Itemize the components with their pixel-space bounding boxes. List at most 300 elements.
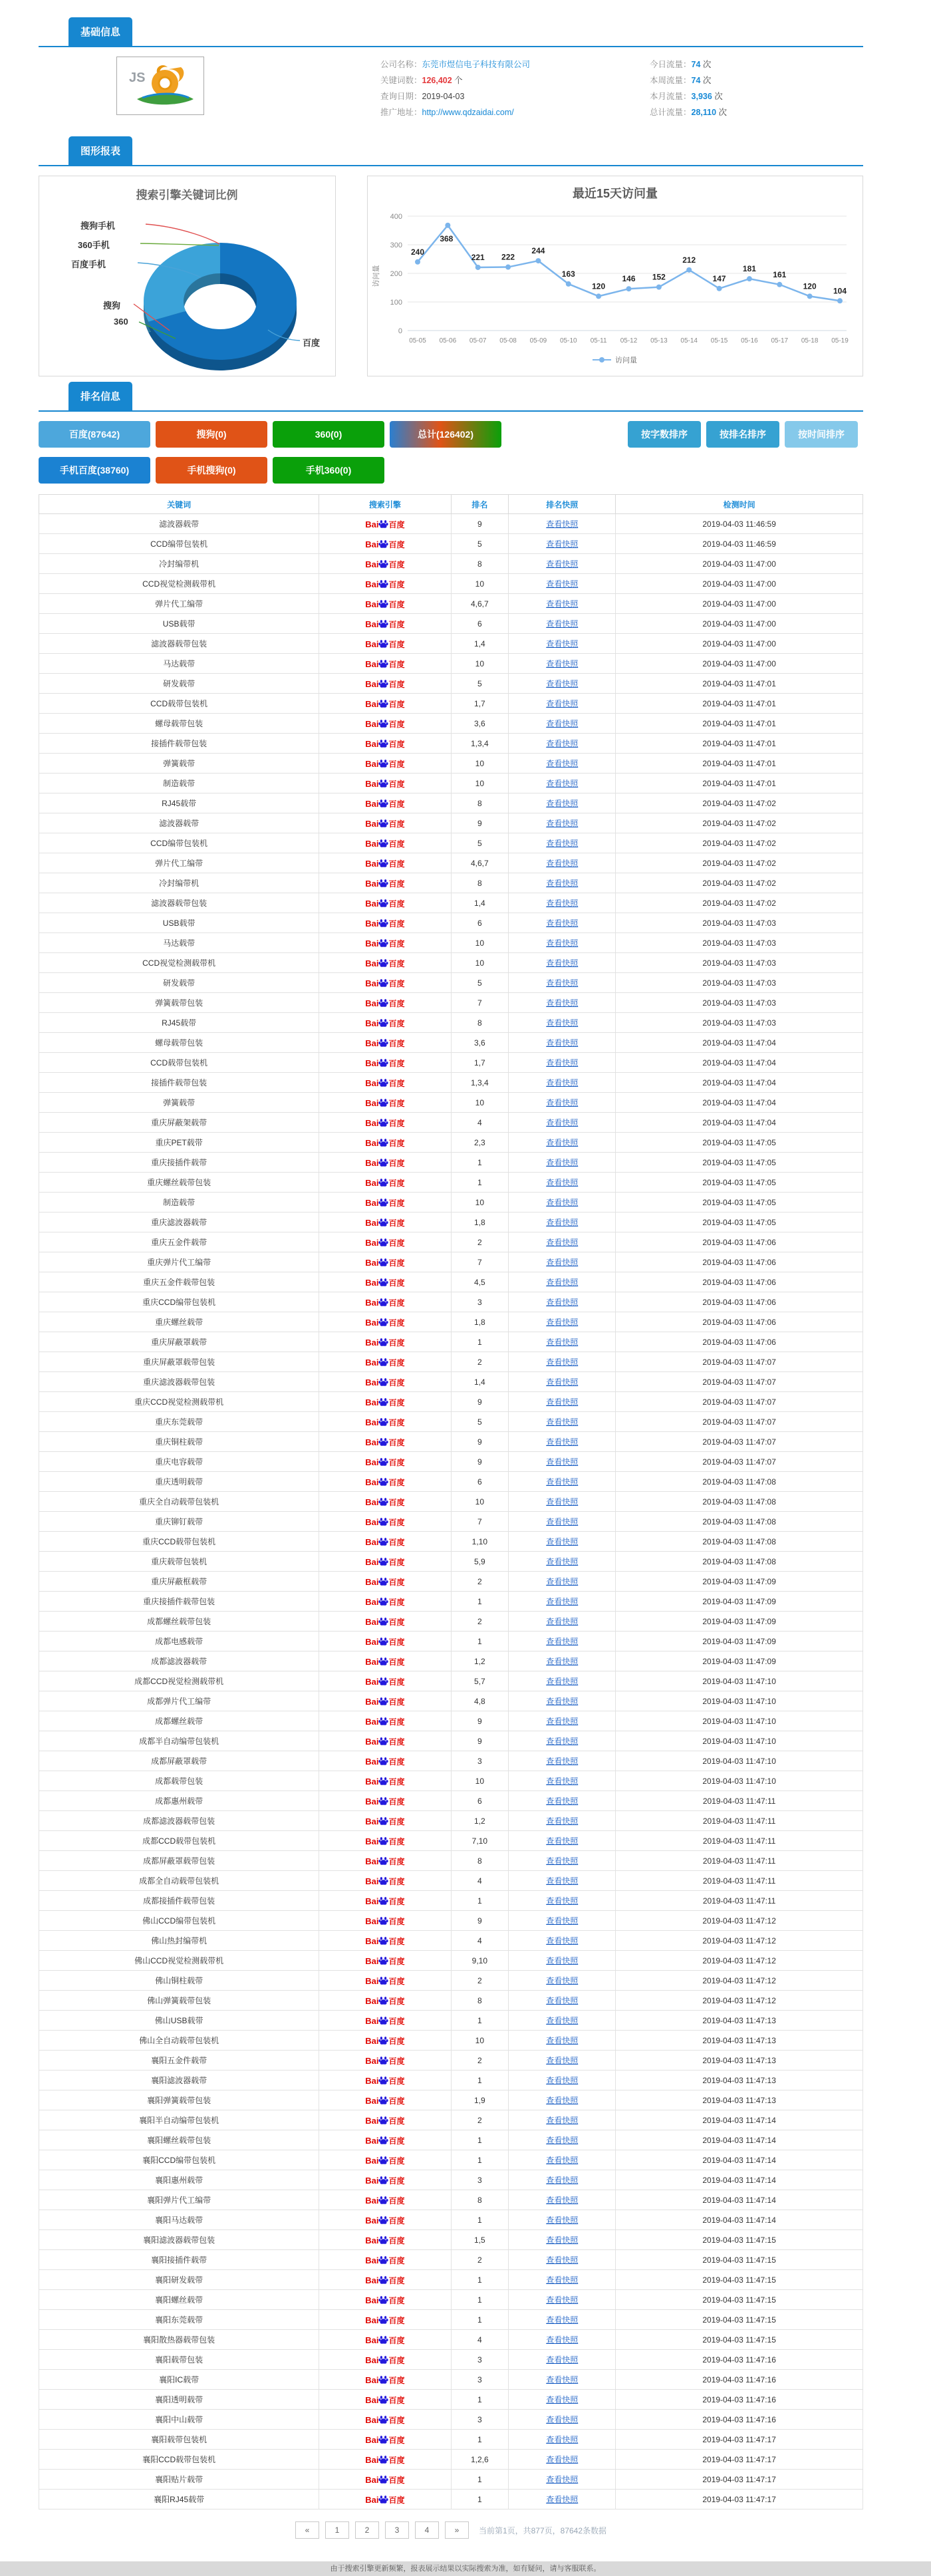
- table-row: [39, 734, 863, 754]
- snapshot-link[interactable]: 查看快照: [546, 1757, 579, 1766]
- baidu-logo-cn: 百度: [388, 579, 405, 589]
- snapshot-link[interactable]: 查看快照: [546, 1417, 579, 1427]
- snapshot-link[interactable]: 查看快照: [546, 1397, 579, 1407]
- rank-cell: 1,8: [451, 1312, 509, 1332]
- engine-cell: [319, 554, 451, 574]
- column-header: 检测时间: [616, 495, 863, 514]
- page-button-1[interactable]: 1: [325, 2521, 349, 2539]
- snapshot-link[interactable]: 查看快照: [546, 1637, 579, 1646]
- snapshot-link[interactable]: 查看快照: [546, 1018, 579, 1028]
- snapshot-link[interactable]: 查看快照: [546, 1617, 579, 1626]
- keyword-cell: 成都载带包装: [39, 1771, 319, 1791]
- baidu-logo-cn: 百度: [388, 1477, 405, 1487]
- baidu-logo-cn: 百度: [388, 1018, 405, 1028]
- engine-cell: [319, 754, 451, 774]
- data-point[interactable]: [686, 267, 692, 273]
- time-cell: 2019-04-03 11:47:02: [616, 893, 863, 913]
- time-cell: 2019-04-03 11:47:08: [616, 1552, 863, 1572]
- page-button-»[interactable]: »: [445, 2521, 469, 2539]
- baidu-logo: [365, 958, 404, 968]
- snapshot-link[interactable]: 查看快照: [546, 1737, 579, 1746]
- snapshot-cell: [509, 1452, 616, 1472]
- x-tick-label: 05-07: [469, 337, 487, 345]
- engine-cell: [319, 1432, 451, 1452]
- baidu-logo-latin: Bai: [365, 1756, 379, 1767]
- rank-cell: 9,10: [451, 1951, 509, 1971]
- baidu-logo-latin: Bai: [365, 1077, 379, 1088]
- sort-button-1[interactable]: 按排名排序: [706, 421, 779, 448]
- rank-cell: 10: [451, 1093, 509, 1113]
- keyword-cell: 襄阳弹片代工编带: [39, 2190, 319, 2210]
- table-row: [39, 1372, 863, 1392]
- engine-cell: [319, 1232, 451, 1252]
- time-cell: 2019-04-03 11:47:09: [616, 1612, 863, 1632]
- table-row: [39, 554, 863, 574]
- info-value: 74: [691, 60, 701, 69]
- snapshot-link[interactable]: 查看快照: [546, 1457, 579, 1467]
- snapshot-link[interactable]: 查看快照: [546, 1976, 579, 1985]
- snapshot-link[interactable]: 查看快照: [546, 958, 579, 968]
- snapshot-link[interactable]: 查看快照: [546, 2076, 579, 2085]
- snapshot-link[interactable]: 查看快照: [546, 2355, 579, 2364]
- table-row: [39, 1432, 863, 1452]
- info-label: 公司名称：: [380, 60, 422, 69]
- time-cell: 2019-04-03 11:47:06: [616, 1252, 863, 1272]
- snapshot-cell: [509, 1831, 616, 1851]
- snapshot-link[interactable]: 查看快照: [546, 1537, 579, 1546]
- table-row: [39, 973, 863, 993]
- snapshot-link[interactable]: 查看快照: [546, 1138, 579, 1147]
- engine-filter-bar: [39, 421, 863, 448]
- snapshot-link[interactable]: 查看快照: [546, 2016, 579, 2025]
- table-row: [39, 893, 863, 913]
- baidu-paw-icon: [378, 838, 388, 848]
- filter-button-1[interactable]: 搜狗(0): [156, 421, 267, 448]
- data-point-label: 244: [531, 246, 545, 256]
- page-button-«[interactable]: «: [295, 2521, 319, 2539]
- baidu-paw-icon: [378, 1317, 388, 1327]
- data-point[interactable]: [505, 265, 511, 270]
- x-tick-label: 05-17: [771, 337, 789, 345]
- baidu-paw-icon: [378, 1357, 388, 1367]
- snapshot-link[interactable]: 查看快照: [546, 1298, 579, 1307]
- rank-cell: 8: [451, 873, 509, 893]
- baidu-logo-latin: Bai: [365, 1497, 379, 1507]
- snapshot-link[interactable]: 查看快照: [546, 1497, 579, 1506]
- snapshot-link[interactable]: 查看快照: [546, 1777, 579, 1786]
- snapshot-link[interactable]: 查看快照: [546, 2116, 579, 2125]
- table-row: [39, 514, 863, 534]
- baidu-logo-latin: Bai: [365, 1457, 379, 1467]
- data-point[interactable]: [566, 281, 571, 287]
- rank-cell: 8: [451, 793, 509, 813]
- snapshot-link[interactable]: 查看快照: [546, 1098, 579, 1107]
- baidu-logo: [365, 698, 404, 708]
- sort-button-0[interactable]: 按字数排序: [628, 421, 701, 448]
- table-row: [39, 1232, 863, 1252]
- engine-cell: [319, 1372, 451, 1392]
- baidu-logo-cn: 百度: [388, 2355, 405, 2365]
- snapshot-link[interactable]: 查看快照: [546, 2235, 579, 2245]
- rank-cell: 10: [451, 1492, 509, 1512]
- baidu-logo-cn: 百度: [388, 1717, 405, 1727]
- snapshot-cell: [509, 2110, 616, 2130]
- table-row: [39, 714, 863, 734]
- data-point[interactable]: [656, 285, 662, 290]
- snapshot-cell: [509, 2210, 616, 2230]
- snapshot-cell: [509, 2270, 616, 2290]
- engine-cell: [319, 1073, 451, 1093]
- data-point[interactable]: [445, 223, 450, 228]
- snapshot-link[interactable]: 查看快照: [546, 2216, 579, 2225]
- rank-cell: 10: [451, 933, 509, 953]
- rank-cell: 5: [451, 674, 509, 694]
- time-cell: 2019-04-03 11:47:02: [616, 833, 863, 853]
- data-point[interactable]: [807, 293, 813, 299]
- snapshot-link[interactable]: 查看快照: [546, 2176, 579, 2185]
- rank-cell: 1,5: [451, 2230, 509, 2250]
- data-point[interactable]: [717, 286, 722, 291]
- baidu-paw-icon: [378, 738, 388, 748]
- table-row: [39, 2031, 863, 2051]
- snapshot-link[interactable]: 查看快照: [546, 1278, 579, 1287]
- data-point[interactable]: [626, 286, 632, 291]
- snapshot-link[interactable]: 查看快照: [546, 619, 579, 629]
- pie-label-百度手机: 百度手机: [71, 259, 106, 269]
- snapshot-link[interactable]: 查看快照: [546, 1437, 579, 1447]
- baidu-logo-latin: Bai: [365, 1636, 379, 1647]
- info-row: [650, 72, 919, 88]
- snapshot-link[interactable]: 查看快照: [546, 2056, 579, 2065]
- baidu-logo-latin: Bai: [365, 2315, 379, 2325]
- engine-cell: [319, 1013, 451, 1033]
- baidu-paw-icon: [378, 898, 388, 908]
- snapshot-link[interactable]: 查看快照: [546, 938, 579, 948]
- engine-cell: [319, 1412, 451, 1432]
- column-header: 搜索引擎: [319, 495, 451, 514]
- data-point[interactable]: [415, 259, 420, 265]
- info-value: 28,110: [691, 108, 717, 117]
- keyword-cell: 螺母载带包装: [39, 1033, 319, 1053]
- snapshot-link[interactable]: 查看快照: [546, 1218, 579, 1227]
- rank-cell: 7: [451, 993, 509, 1013]
- snapshot-link[interactable]: 查看快照: [546, 1557, 579, 1566]
- snapshot-link[interactable]: 查看快照: [546, 1577, 579, 1586]
- table-header-row: [39, 495, 863, 514]
- baidu-paw-icon: [378, 1417, 388, 1427]
- baidu-logo-cn: 百度: [388, 659, 405, 669]
- baidu-logo-latin: Bai: [365, 898, 379, 909]
- baidu-paw-icon: [378, 1397, 388, 1407]
- tab-charts[interactable]: 图形报表: [68, 136, 132, 165]
- promo-url-link[interactable]: http://www.qdzaidai.com/: [422, 108, 514, 117]
- engine-cell: [319, 594, 451, 614]
- snapshot-link[interactable]: 查看快照: [546, 1916, 579, 1926]
- baidu-logo-latin: Bai: [365, 838, 379, 849]
- snapshot-link[interactable]: 查看快照: [546, 739, 579, 748]
- snapshot-link[interactable]: 查看快照: [546, 1896, 579, 1906]
- baidu-logo: [365, 1217, 404, 1227]
- snapshot-link[interactable]: 查看快照: [546, 879, 579, 888]
- baidu-logo-cn: 百度: [388, 1198, 405, 1208]
- baidu-logo-cn: 百度: [388, 2076, 405, 2086]
- baidu-logo-latin: Bai: [365, 1177, 379, 1188]
- snapshot-cell: [509, 714, 616, 734]
- baidu-paw-icon: [378, 1536, 388, 1546]
- filter-button-2[interactable]: 360(0): [273, 421, 384, 448]
- baidu-paw-icon: [378, 1816, 388, 1826]
- snapshot-link[interactable]: 查看快照: [546, 2395, 579, 2404]
- snapshot-link[interactable]: 查看快照: [546, 2335, 579, 2345]
- rank-cell: 2: [451, 1232, 509, 1252]
- snapshot-cell: [509, 1113, 616, 1133]
- snapshot-link[interactable]: 查看快照: [546, 899, 579, 908]
- snapshot-link[interactable]: 查看快照: [546, 2096, 579, 2105]
- snapshot-link[interactable]: 查看快照: [546, 1377, 579, 1387]
- baidu-logo: [365, 1716, 404, 1726]
- table-row: [39, 1093, 863, 1113]
- snapshot-link[interactable]: 查看快照: [546, 539, 579, 549]
- baidu-logo-latin: Bai: [365, 1656, 379, 1667]
- snapshot-link[interactable]: 查看快照: [546, 1796, 579, 1806]
- mobile-filter-button-0[interactable]: 手机百度(38760): [39, 457, 150, 484]
- snapshot-link[interactable]: 查看快照: [546, 2136, 579, 2145]
- engine-cell: [319, 913, 451, 933]
- page-button-2[interactable]: 2: [355, 2521, 379, 2539]
- snapshot-cell: [509, 2450, 616, 2470]
- snapshot-link[interactable]: 查看快照: [546, 699, 579, 708]
- snapshot-link[interactable]: 查看快照: [546, 679, 579, 688]
- time-cell: 2019-04-03 11:47:15: [616, 2330, 863, 2350]
- snapshot-link[interactable]: 查看快照: [546, 1198, 579, 1207]
- snapshot-link[interactable]: 查看快照: [546, 759, 579, 768]
- time-cell: 2019-04-03 11:47:07: [616, 1452, 863, 1472]
- snapshot-link[interactable]: 查看快照: [546, 1856, 579, 1866]
- filter-button-0[interactable]: 百度(87642): [39, 421, 150, 448]
- snapshot-link[interactable]: 查看快照: [546, 1876, 579, 1886]
- rank-cell: 1,2: [451, 1811, 509, 1831]
- baidu-logo-cn: 百度: [388, 2056, 405, 2066]
- filter-button-3[interactable]: 总计(126402): [390, 421, 501, 448]
- table-row: [39, 1412, 863, 1432]
- snapshot-link[interactable]: 查看快照: [546, 1956, 579, 1965]
- time-cell: 2019-04-03 11:47:00: [616, 574, 863, 594]
- engine-cell: [319, 1532, 451, 1552]
- baidu-logo-latin: Bai: [365, 1736, 379, 1747]
- snapshot-cell: [509, 1372, 616, 1392]
- baidu-logo-latin: Bai: [365, 2295, 379, 2305]
- baidu-logo: [365, 1437, 404, 1447]
- snapshot-link[interactable]: 查看快照: [546, 659, 579, 668]
- snapshot-link[interactable]: 查看快照: [546, 978, 579, 988]
- baidu-logo-latin: Bai: [365, 1596, 379, 1607]
- info-value: 2019-04-03: [422, 92, 465, 101]
- time-cell: 2019-04-03 11:47:14: [616, 2130, 863, 2150]
- table-row: [39, 574, 863, 594]
- snapshot-link[interactable]: 查看快照: [546, 1816, 579, 1826]
- baidu-logo-cn: 百度: [388, 1098, 405, 1108]
- snapshot-link[interactable]: 查看快照: [546, 559, 579, 569]
- y-tick-label: 200: [390, 270, 402, 278]
- baidu-logo-cn: 百度: [388, 1777, 405, 1787]
- keyword-cell: 襄阳滤波器载带包装: [39, 2230, 319, 2250]
- table-row: [39, 2011, 863, 2031]
- engine-cell: [319, 2130, 451, 2150]
- baidu-logo-latin: Bai: [365, 1556, 379, 1567]
- baidu-logo-latin: Bai: [365, 1576, 379, 1587]
- snapshot-link[interactable]: 查看快照: [546, 2475, 579, 2484]
- snapshot-cell: [509, 1133, 616, 1153]
- mobile-filter-button-1[interactable]: 手机搜狗(0): [156, 457, 267, 484]
- snapshot-link[interactable]: 查看快照: [546, 2295, 579, 2305]
- rank-cell: 1: [451, 2071, 509, 2090]
- data-point[interactable]: [747, 276, 752, 281]
- snapshot-link[interactable]: 查看快照: [546, 998, 579, 1008]
- snapshot-link[interactable]: 查看快照: [546, 1058, 579, 1068]
- snapshot-link[interactable]: 查看快照: [546, 599, 579, 609]
- snapshot-link[interactable]: 查看快照: [546, 2036, 579, 2045]
- engine-cell: [319, 774, 451, 793]
- tab-ranking[interactable]: 排名信息: [68, 382, 132, 410]
- sort-button-2[interactable]: 按时间排序: [785, 421, 858, 448]
- column-header: 排名快照: [509, 495, 616, 514]
- engine-cell: [319, 813, 451, 833]
- snapshot-link[interactable]: 查看快照: [546, 839, 579, 848]
- baidu-logo-latin: Bai: [365, 978, 379, 988]
- baidu-logo: [365, 599, 404, 609]
- engine-cell: [319, 993, 451, 1013]
- snapshot-link[interactable]: 查看快照: [546, 1717, 579, 1726]
- keyword-cell: 成都滤波器载带包装: [39, 1811, 319, 1831]
- table-row: [39, 953, 863, 973]
- rank-cell: 6: [451, 913, 509, 933]
- time-cell: 2019-04-03 11:47:15: [616, 2310, 863, 2330]
- baidu-logo: [365, 978, 404, 988]
- page-button-3[interactable]: 3: [385, 2521, 409, 2539]
- snapshot-link[interactable]: 查看快照: [546, 1258, 579, 1267]
- baidu-logo: [365, 1417, 404, 1427]
- time-cell: 2019-04-03 11:47:09: [616, 1592, 863, 1612]
- keyword-cell: 滤波器载带包装: [39, 634, 319, 654]
- keyword-cell: 佛山USB载带: [39, 2011, 319, 2031]
- snapshot-link[interactable]: 查看快照: [546, 2156, 579, 2165]
- company-logo: [116, 57, 204, 115]
- snapshot-link[interactable]: 查看快照: [546, 1038, 579, 1048]
- snapshot-link[interactable]: 查看快照: [546, 2435, 579, 2444]
- snapshot-link[interactable]: 查看快照: [546, 1597, 579, 1606]
- keyword-cell: 襄阳散热器载带包装: [39, 2330, 319, 2350]
- baidu-logo-latin: Bai: [365, 2215, 379, 2225]
- snapshot-link[interactable]: 查看快照: [546, 1338, 579, 1347]
- data-point[interactable]: [777, 282, 782, 287]
- snapshot-link[interactable]: 查看快照: [546, 1996, 579, 2005]
- keyword-cell: 重庆CCD编带包装机: [39, 1292, 319, 1312]
- snapshot-link[interactable]: 查看快照: [546, 2455, 579, 2464]
- data-point[interactable]: [596, 293, 601, 299]
- snapshot-link[interactable]: 查看快照: [546, 1178, 579, 1187]
- snapshot-link[interactable]: 查看快照: [546, 719, 579, 728]
- snapshot-link[interactable]: 查看快照: [546, 779, 579, 788]
- snapshot-link[interactable]: 查看快照: [546, 519, 579, 529]
- snapshot-link[interactable]: 查看快照: [546, 2255, 579, 2265]
- time-cell: 2019-04-03 11:47:14: [616, 2190, 863, 2210]
- time-cell: 2019-04-03 11:47:13: [616, 2011, 863, 2031]
- snapshot-cell: [509, 534, 616, 554]
- baidu-logo-cn: 百度: [388, 2335, 405, 2345]
- snapshot-link[interactable]: 查看快照: [546, 2315, 579, 2325]
- rank-cell: 3: [451, 2410, 509, 2430]
- snapshot-link[interactable]: 查看快照: [546, 1118, 579, 1127]
- snapshot-link[interactable]: 查看快照: [546, 2375, 579, 2384]
- baidu-paw-icon: [378, 2195, 388, 2205]
- data-point[interactable]: [535, 258, 541, 263]
- table-row: [39, 1552, 863, 1572]
- company-info-grid: [380, 57, 919, 120]
- keyword-cell: 襄阳透明载带: [39, 2390, 319, 2410]
- snapshot-link[interactable]: 查看快照: [546, 1477, 579, 1487]
- baidu-paw-icon: [378, 1117, 388, 1127]
- snapshot-link[interactable]: 查看快照: [546, 799, 579, 808]
- baidu-logo-latin: Bai: [365, 958, 379, 968]
- baidu-logo-latin: Bai: [365, 1397, 379, 1407]
- keyword-cell: 襄阳研发载带: [39, 2270, 319, 2290]
- snapshot-link[interactable]: 查看快照: [546, 2415, 579, 2424]
- snapshot-link[interactable]: 查看快照: [546, 579, 579, 589]
- snapshot-link[interactable]: 查看快照: [546, 1936, 579, 1945]
- snapshot-link[interactable]: 查看快照: [546, 1697, 579, 1706]
- snapshot-link[interactable]: 查看快照: [546, 1318, 579, 1327]
- snapshot-link[interactable]: 查看快照: [546, 1158, 579, 1167]
- page-button-4[interactable]: 4: [415, 2521, 439, 2539]
- rank-cell: 10: [451, 1771, 509, 1791]
- baidu-logo-latin: Bai: [365, 1277, 379, 1288]
- time-cell: 2019-04-03 11:47:17: [616, 2450, 863, 2470]
- snapshot-link[interactable]: 查看快照: [546, 639, 579, 648]
- engine-cell: [319, 734, 451, 754]
- snapshot-link[interactable]: 查看快照: [546, 1078, 579, 1087]
- keyword-cell: 成都惠州载带: [39, 1791, 319, 1811]
- snapshot-link[interactable]: 查看快照: [546, 1517, 579, 1526]
- data-point[interactable]: [837, 298, 843, 303]
- x-tick-label: 05-05: [409, 337, 426, 345]
- snapshot-cell: [509, 614, 616, 634]
- data-point[interactable]: [475, 265, 481, 270]
- snapshot-link[interactable]: 查看快照: [546, 1677, 579, 1686]
- snapshot-link[interactable]: 查看快照: [546, 919, 579, 928]
- snapshot-link[interactable]: 查看快照: [546, 1836, 579, 1846]
- snapshot-link[interactable]: 查看快照: [546, 819, 579, 828]
- baidu-logo: [365, 2155, 404, 2165]
- keyword-cell: 重庆屏蔽罩载带包装: [39, 1352, 319, 1372]
- snapshot-link[interactable]: 查看快照: [546, 859, 579, 868]
- pie-label-360手机: 360手机: [78, 240, 110, 250]
- baidu-logo-cn: 百度: [388, 2196, 405, 2206]
- baidu-paw-icon: [378, 978, 388, 988]
- snapshot-link[interactable]: 查看快照: [546, 2196, 579, 2205]
- mobile-filter-button-2[interactable]: 手机360(0): [273, 457, 384, 484]
- snapshot-link[interactable]: 查看快照: [546, 1358, 579, 1367]
- time-cell: 2019-04-03 11:47:16: [616, 2390, 863, 2410]
- keyword-cell: 成都滤波器载带: [39, 1651, 319, 1671]
- baidu-logo: [365, 2315, 404, 2325]
- tab-basic-info[interactable]: 基础信息: [68, 17, 132, 46]
- snapshot-link[interactable]: 查看快照: [546, 1657, 579, 1666]
- snapshot-link[interactable]: 查看快照: [546, 2275, 579, 2285]
- snapshot-link[interactable]: 查看快照: [546, 1238, 579, 1247]
- info-row: [380, 88, 650, 104]
- baidu-logo-cn: 百度: [388, 1318, 405, 1328]
- snapshot-link[interactable]: 查看快照: [546, 2495, 579, 2504]
